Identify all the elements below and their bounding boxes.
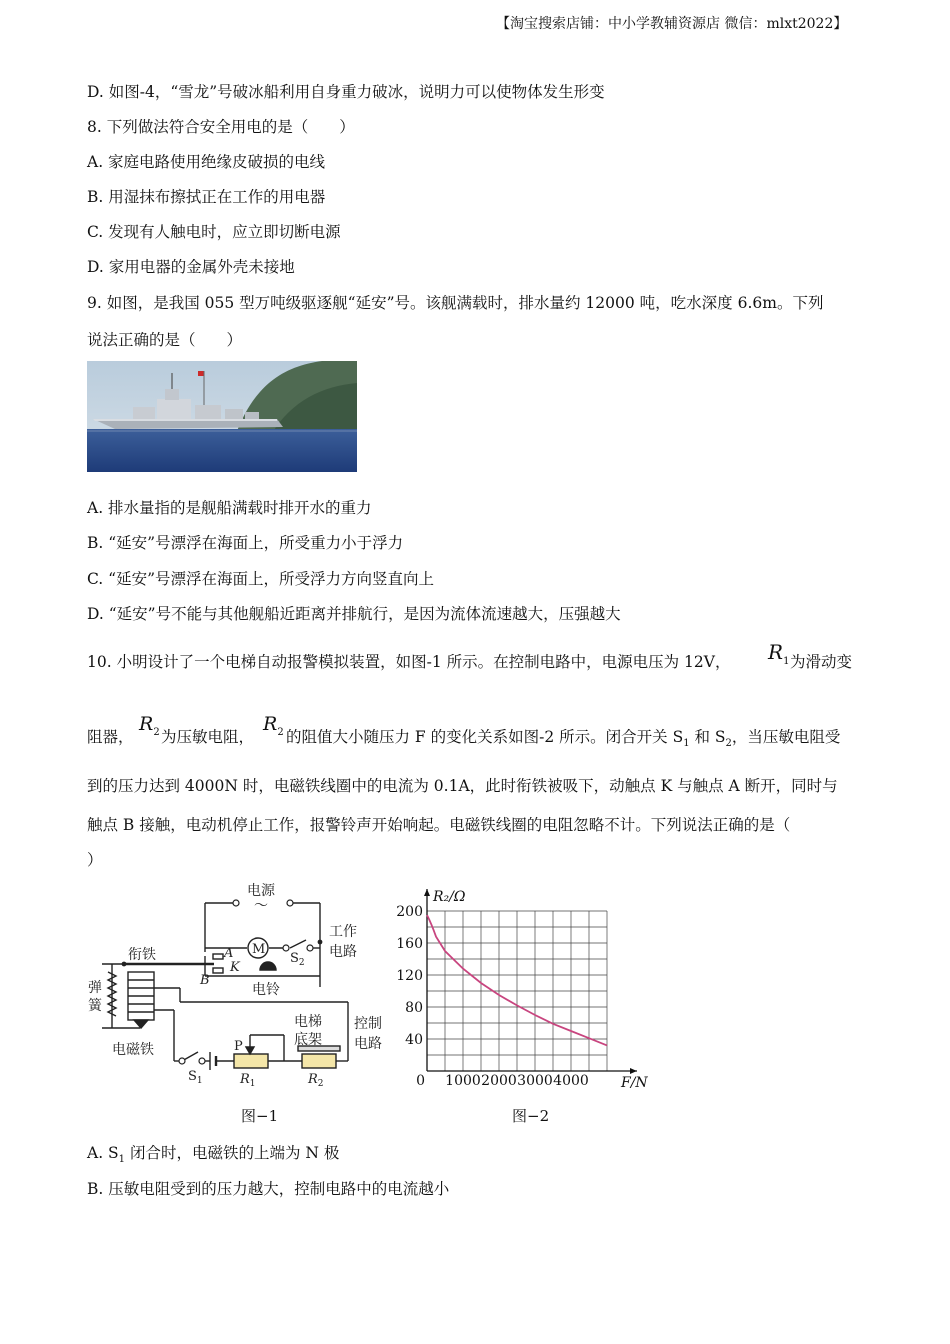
q10-stem-line2-mid: 为压敏电阻，: [161, 728, 255, 746]
symbol-r2-b: $R_2$: [263, 713, 284, 738]
page-header: 【淘宝搜索店铺：中小学教辅资源店 微信：mlxt2022】: [496, 16, 848, 32]
label-spring-1: 弹: [88, 980, 102, 996]
label-motor: M: [252, 942, 266, 957]
label-k: K: [230, 960, 240, 975]
label-bell: 电铃: [252, 982, 280, 998]
y-tick-label: 40: [405, 1032, 423, 1048]
q9-option-b: B. “延安”号漂浮在海面上，所受重力小于浮力: [87, 534, 404, 552]
q10-option-a: A. $S_1$ 闭合时，电磁铁的上端为 N 极: [87, 1144, 340, 1166]
label-b: B: [200, 973, 210, 988]
q9-option-d: D. “延安”号不能与其他舰船近距离并排航行，是因为流体流速越大，压强越大: [87, 605, 621, 623]
q9-option-c: C. “延安”号漂浮在海面上，所受浮力方向竖直向上: [87, 570, 435, 588]
label-control-1: 控制: [354, 1016, 382, 1032]
label-p: P: [234, 1039, 243, 1054]
symbol-r1: $R_1$: [768, 640, 790, 667]
label-r2: $R_2$: [308, 1072, 324, 1089]
x-tick-label: 1000: [445, 1073, 481, 1089]
q10-stem-line1: 10. 小明设计了一个电梯自动报警模拟装置，如图-1 所示。在控制电路中，电源电压为 12V，: [87, 653, 731, 671]
label-a: A: [224, 946, 234, 961]
x-axis-label: F/N: [621, 1075, 648, 1091]
q8-option-d: D. 家用电器的金属外壳未接地: [87, 258, 295, 276]
label-working-2: 电路: [329, 944, 357, 960]
label-tilde: ～: [254, 898, 268, 914]
label-electromagnet: 电磁铁: [112, 1042, 154, 1058]
x-axis-arrow: [630, 1068, 637, 1074]
y-axis-arrow: [424, 889, 430, 896]
label-elevator-2: 底架: [294, 1032, 322, 1048]
figure-2-chart: [395, 880, 655, 1095]
q10-stem-line2-end: 的阻值大小随压力 F 的变化关系如图-2 所示。闭合开关 $S_1$ 和 $S_2$，当压敏电阻受: [286, 728, 841, 750]
figure-1-caption: 图−1: [241, 1107, 279, 1125]
destroyer-photo: [87, 361, 357, 472]
label-control-2: 电路: [354, 1036, 382, 1052]
q10-stem-line4: 触点 B 接触，电动机停止工作，报警铃声开始响起。电磁铁线圈的电阻忽略不计。下列说法正确的是（: [87, 816, 791, 834]
q10-stem-line5: ）: [87, 851, 103, 869]
q9-stem-line1: 9. 如图，是我国 055 型万吨级驱逐舰“延安”号。该舰满载时，排水量约 12000 吨，吃水深度 6.6m。下列: [87, 294, 824, 312]
label-spring-2: 簧: [88, 998, 102, 1014]
q10-stem-line2-start: 阻器，: [87, 728, 134, 746]
y-axis-label: R₂/Ω: [433, 889, 466, 905]
q8-option-b: B. 用湿抹布擦拭正在工作的用电器: [87, 188, 326, 206]
x-tick-label: 4000: [553, 1073, 589, 1089]
y-tick-label: 80: [405, 1000, 423, 1016]
q7-option-d: D. 如图-4，“雪龙”号破冰船利用自身重力破冰，说明力可以使物体发生形变: [87, 83, 605, 101]
q8-option-c: C. 发现有人触电时，应立即切断电源: [87, 223, 341, 241]
q10-option-b: B. 压敏电阻受到的压力越大，控制电路中的电流越小: [87, 1180, 450, 1198]
label-r1: $R_1$: [240, 1072, 256, 1089]
figure-1-circuit: [84, 880, 400, 1095]
q10-stem-line3: 到的压力达到 4000N 时，电磁铁线圈中的电流为 0.1A，此时衔铁被吸下，动触点 K 与触点 A 断开，同时与: [87, 777, 838, 795]
q8-option-a: A. 家庭电路使用绝缘皮破损的电线: [87, 153, 326, 171]
y-tick-label: 160: [396, 936, 423, 952]
label-armature: 衔铁: [128, 947, 156, 963]
symbol-r2-a: $R_2$: [139, 713, 160, 738]
x-tick-label: 2000: [481, 1073, 517, 1089]
y-tick-label: 200: [396, 904, 423, 920]
q9-option-a: A. 排水量指的是舰船满载时排开水的重力: [87, 499, 372, 517]
q8-stem: 8. 下列做法符合安全用电的是（ ）: [87, 118, 355, 136]
label-s1: $S_1$: [188, 1069, 203, 1086]
q10-stem-line1-end: 为滑动变: [790, 653, 853, 671]
label-power: 电源: [247, 883, 275, 899]
y-tick-label: 120: [396, 968, 423, 984]
x-tick-label: 3000: [517, 1073, 553, 1089]
label-working-1: 工作: [329, 924, 357, 940]
origin-label: 0: [416, 1073, 425, 1089]
q9-stem-line2: 说法正确的是（ ）: [87, 331, 243, 349]
figure-2-caption: 图−2: [512, 1107, 550, 1125]
label-s2: $S_2$: [290, 951, 305, 968]
label-elevator-1: 电梯: [294, 1014, 322, 1030]
